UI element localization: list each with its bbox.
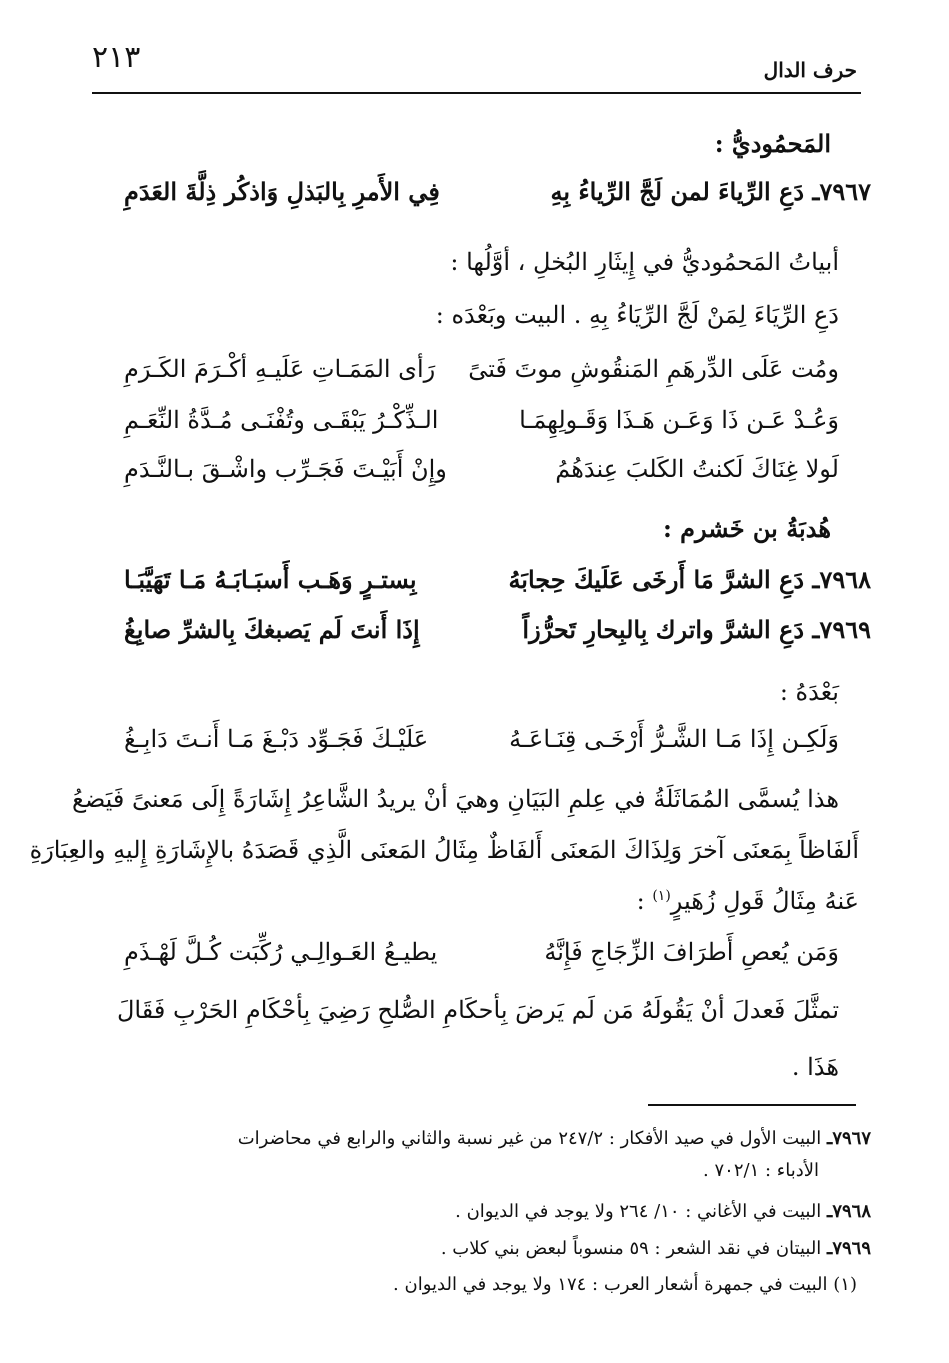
prose-line: أَلفَاظاً بِمَعنَى آخرَ وَلِذَاكَ المَعنَى أَلفَاظٌ مِثَالُ المَعنَى الَّذِي قَصَدَهُ بالإِشَارَةِ إِليهِ والعِبَارَةِ <box>29 836 859 864</box>
prose-line: تمثَّلَ فَعدلَ أنْ يَقُولَهُ مَن لَم يَرضَ بِأحكَامِ الصُّلحِ رَضِيَ بِأحْكَامِ الحَرْبِ فَقَالَ <box>116 996 839 1024</box>
paragraph-text: دَعِ الرِّيَاءَ لِمَنْ لَجَّ الرِّيَاءُ بِهِ . البيت وبَعْدَه : <box>435 301 839 329</box>
prose-line: عَنهُ مِثَالُ قَولِ زُهَيرٍ$^{(١)}$ : <box>636 887 859 915</box>
zuhair-verse-hemistich-2: يطيـعُ العَـوالِـي رُكِّبَت كُـلَّ لَهْـذَمِ <box>124 938 438 966</box>
paragraph-text: بَعْدَهُ : <box>779 678 839 706</box>
page-number: ٢١٣ <box>92 40 141 75</box>
footnote-7967: ٧٩٦٧ـ البيت الأول في صيد الأفكار : ٢٤٧/٢ من غير نسبة والثاني والرابع في محاضرات <box>237 1128 871 1149</box>
hemistich-1: دَعِ الشرَّ مَا أَرخَى عَلَيكَ حِجابَهُ <box>508 565 805 594</box>
verse-7969-second-hemistich: إِذَا أَنتَ لَم يَصبغكَ بِالشرِّ صابِغُ <box>124 615 420 644</box>
header-rule <box>92 92 861 94</box>
paragraph-text: أبياتُ المَحمُوديُّ في إِيثَارِ البُخلِ ، أوَّلُها : <box>450 248 839 276</box>
poem-line-2-hemistich-1: وَعُـدْ عَـن ذَا وَعَـن هَـذَا وَقَـولِهِمَـا <box>519 406 839 434</box>
verse-number: ٧٩٦٧ـ <box>812 177 871 206</box>
poem-line-2-hemistich-2: الـذِّكْـرُ يَبْقَـى وتُفْنَـى مُـدَّةُ النِّعَـمِ <box>124 406 439 434</box>
verse-7969-first-hemistich <box>522 613 871 647</box>
verse-7968-second-hemistich: بِستـرٍ وَهَـب أَسبَـابَـهُ مَـا تَهَيَّبَـا <box>124 565 417 594</box>
footnote-1: (١) البيت في جمهرة أشعار العرب : ١٧٤ ولا يوجد في الديوان . <box>393 1274 857 1295</box>
poet-heading-hudba: هُدبَةُ بن خَشرم : <box>662 514 831 543</box>
prose-line: هذا يُسمَّى المُمَاثَلَةُ في عِلمِ البَيَانِ وهيَ أنْ يريدُ الشَّاعِرُ إِشَارَةً إِلَى مَعنىً فَيَضعُ <box>72 785 839 813</box>
running-header-chapter: حرف الدال <box>763 58 857 82</box>
hemistich-1: دَعِ الرِّياءَ لمن لَجَّ الرِّياءُ بِهِ <box>550 177 805 206</box>
poet-heading-mahmoudi: المَحمُوديُّ : <box>714 129 831 158</box>
zuhair-verse-hemistich-1: وَمَن يُعصِ أَطرَافَ الزِّجَاجِ فَإِنَّهُ <box>544 938 839 966</box>
footnote-marker: (١) <box>652 888 671 904</box>
hemistich-1: دَعِ الشرَّ واترك بِالبِحارِ تَحرُّزاً <box>522 615 805 644</box>
poem-line-3-hemistich-1: لَولا غِنَاكَ لَكنتُ الكَلبَ عِندَهُمُ <box>555 455 839 483</box>
verse-7968-first-hemistich <box>508 563 871 597</box>
poem-line-1-hemistich-2: رَأى المَمَـاتِ عَلَيـهِ أكْـرَمَ الكَـرَمِ <box>124 355 436 383</box>
verse-number: ٧٩٦٨ـ <box>812 565 871 594</box>
footnote-7969: ٧٩٦٩ـ البيتان في نقد الشعر : ٥٩ منسوباً لبعض بني كلاب . <box>440 1238 871 1259</box>
footnote-7968: ٧٩٦٨ـ البيت في الأغاني : ١٠/ ٢٦٤ ولا يوجد في الديوان . <box>455 1201 871 1222</box>
verse-7967-first-hemistich <box>550 175 871 209</box>
poem-line-hemistich-2: عَلَيْـكَ فَجَـوِّد دَبْـغَ مَـا أَنـتَ دَابِـغُ <box>124 725 429 753</box>
footnote-7967-cont: الأدباء : ٧٠٢/١ . <box>703 1160 819 1181</box>
prose-line: هَذَا . <box>791 1053 839 1081</box>
verse-number: ٧٩٦٩ـ <box>812 615 871 644</box>
verse-7967-second-hemistich: فِي الأَمرِ بِالبَذلِ وَاذكُر ذِلَّةَ العَدَمِ <box>124 177 440 206</box>
poem-line-3-hemistich-2: وإِنْ أَبَيْـتَ فَجَـرِّب واشْـقَ بـالنَّـدَمِ <box>124 455 447 483</box>
poem-line-hemistich-1: وَلَكِـن إِذَا مَـا الشَّـرُّ أَرْخَـى قِنَـاعَـهُ <box>509 725 839 753</box>
poem-line-1-hemistich-1: ومُت عَلَى الدِّرهَمِ المَنقُوشِ موتَ فَتىً <box>468 355 839 383</box>
footnote-rule <box>648 1104 856 1106</box>
